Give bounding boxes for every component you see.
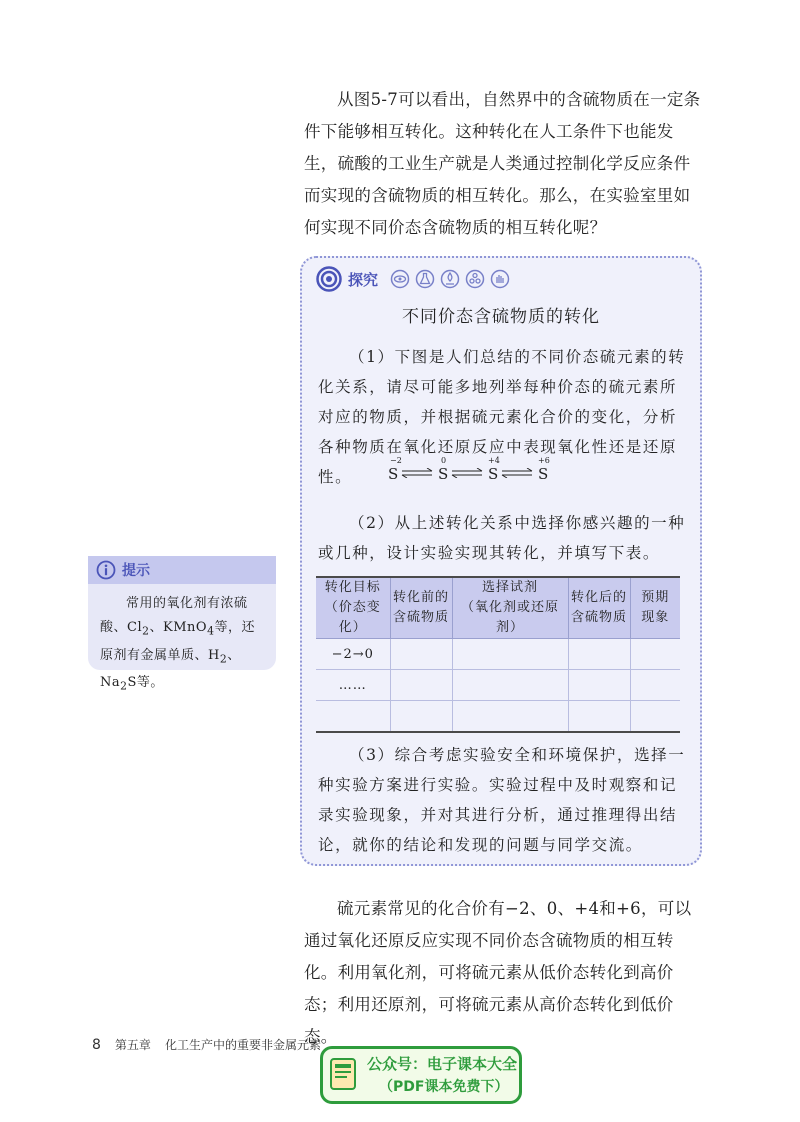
- table-cell[interactable]: [390, 639, 452, 670]
- table-cell[interactable]: [390, 670, 452, 701]
- oxidation-state: +6: [538, 456, 550, 465]
- oxidation-state: 0: [441, 456, 447, 465]
- explore-header: [316, 264, 515, 294]
- page-number: 8: [92, 1037, 101, 1053]
- table-cell[interactable]: [630, 701, 680, 733]
- page-footer: [92, 1036, 321, 1053]
- sulfur-symbol: S: [488, 465, 499, 483]
- watermark-badge: [320, 1046, 522, 1104]
- header-after: 转化后的 含硫物质: [568, 577, 630, 639]
- summary-paragraph: [304, 893, 704, 1053]
- step-3-text: （3）综合考虑实验安全和环境保护，选择一种实验方案进行实验。实验过程中及时观察和记录实验现象，并对其进行分析，通过推理得出结论，就你的结论和发现的问题与同学交流。: [318, 746, 686, 854]
- intro-paragraph: [304, 84, 704, 244]
- conversion-table: [316, 576, 680, 733]
- table-row: [316, 639, 680, 670]
- sulfur-symbol: S: [438, 465, 449, 483]
- header-phenomenon: 预期 现象: [630, 577, 680, 639]
- table-cell[interactable]: [568, 639, 630, 670]
- table-row: [316, 670, 680, 701]
- table-cell[interactable]: [452, 670, 568, 701]
- double-arrow-icon: [400, 468, 434, 478]
- sulfur-symbol: S: [388, 465, 399, 483]
- watermark-line-1: 公众号：电子课本大全: [367, 1055, 518, 1073]
- table-header-row: [316, 577, 680, 639]
- table-cell[interactable]: ……: [316, 670, 390, 701]
- summary-text: 硫元素常见的化合价有−2、0、+4和+6，可以通过氧化还原反应实现不同价态含硫物质的相互转化。利用氧化剂，可将硫元素从低价态转化到高价态；利用还原剂，可将硫元素从高价态转化到低价态。: [304, 899, 692, 1046]
- step-2: [318, 508, 686, 568]
- hint-label: 提示: [122, 563, 150, 579]
- table-cell[interactable]: [316, 701, 390, 733]
- sulfur-conversion: [388, 456, 568, 486]
- book-logo-icon: [329, 1055, 359, 1093]
- chapter-title: 化工生产中的重要非金属元素: [164, 1038, 321, 1052]
- table-cell[interactable]: [568, 670, 630, 701]
- oxidation-state: +4: [488, 456, 500, 465]
- table-cell[interactable]: [452, 639, 568, 670]
- eye-icon: [390, 269, 410, 289]
- watermark-line-2: （PDF课本免费下）: [379, 1079, 509, 1095]
- table-cell[interactable]: [568, 701, 630, 733]
- burner-icon: [440, 269, 460, 289]
- step-3: [318, 740, 686, 860]
- table-row: [316, 701, 680, 733]
- hint-header: [88, 556, 276, 584]
- step-2-text: （2）从上述转化关系中选择你感兴趣的一种或几种，设计实验实现其转化，并填写下表。: [318, 514, 686, 562]
- flask-icon: [415, 269, 435, 289]
- hand-icon: [490, 269, 510, 289]
- header-target: 转化目标 （价态变化）: [316, 577, 390, 639]
- intro-text: 从图5-7可以看出，自然界中的含硫物质在一定条件下能够相互转化。这种转化在人工条件下也能发生，硫酸的工业生产就是人类通过控制化学反应条件而实现的含硫物质的相互转化。那么，在实验室里如何实现不同价态含硫物质的相互转化呢？: [304, 90, 701, 237]
- table-cell[interactable]: [390, 701, 452, 733]
- double-arrow-icon: [500, 468, 534, 478]
- explore-box: [300, 256, 702, 866]
- table-cell[interactable]: −2→0: [316, 639, 390, 670]
- molecule-icon: [465, 269, 485, 289]
- target-icon: [316, 266, 342, 292]
- header-reagent: 选择试剂 （氧化剂或还原剂）: [452, 577, 568, 639]
- info-icon: [96, 560, 116, 580]
- header-before: 转化前的 含硫物质: [390, 577, 452, 639]
- chapter-label: 第五章: [114, 1038, 151, 1052]
- hint-box: [88, 556, 276, 693]
- step-1-text: （1）下图是人们总结的不同价态硫元素的转化关系，请尽可能多地列举每种价态的硫元素所对应的物质，并根据硫元素化合价的变化，分析各种物质在氧化还原反应中表现氧化性还是还原性。: [318, 348, 686, 486]
- hint-body: [88, 584, 276, 699]
- hint-text: 常用的氧化剂有浓硫酸、$Cl_2$、KMnO$_4$等，还原剂有金属单质、$H_2$、$Na_2S$等。: [100, 596, 255, 693]
- explore-label: 探究: [348, 270, 379, 289]
- double-arrow-icon: [450, 468, 484, 478]
- table-cell[interactable]: [630, 670, 680, 701]
- oxidation-state: −2: [390, 456, 402, 465]
- sulfur-symbol: S: [538, 465, 549, 483]
- table-cell[interactable]: [452, 701, 568, 733]
- table-cell[interactable]: [630, 639, 680, 670]
- explore-title: 不同价态含硫物质的转化: [402, 307, 600, 327]
